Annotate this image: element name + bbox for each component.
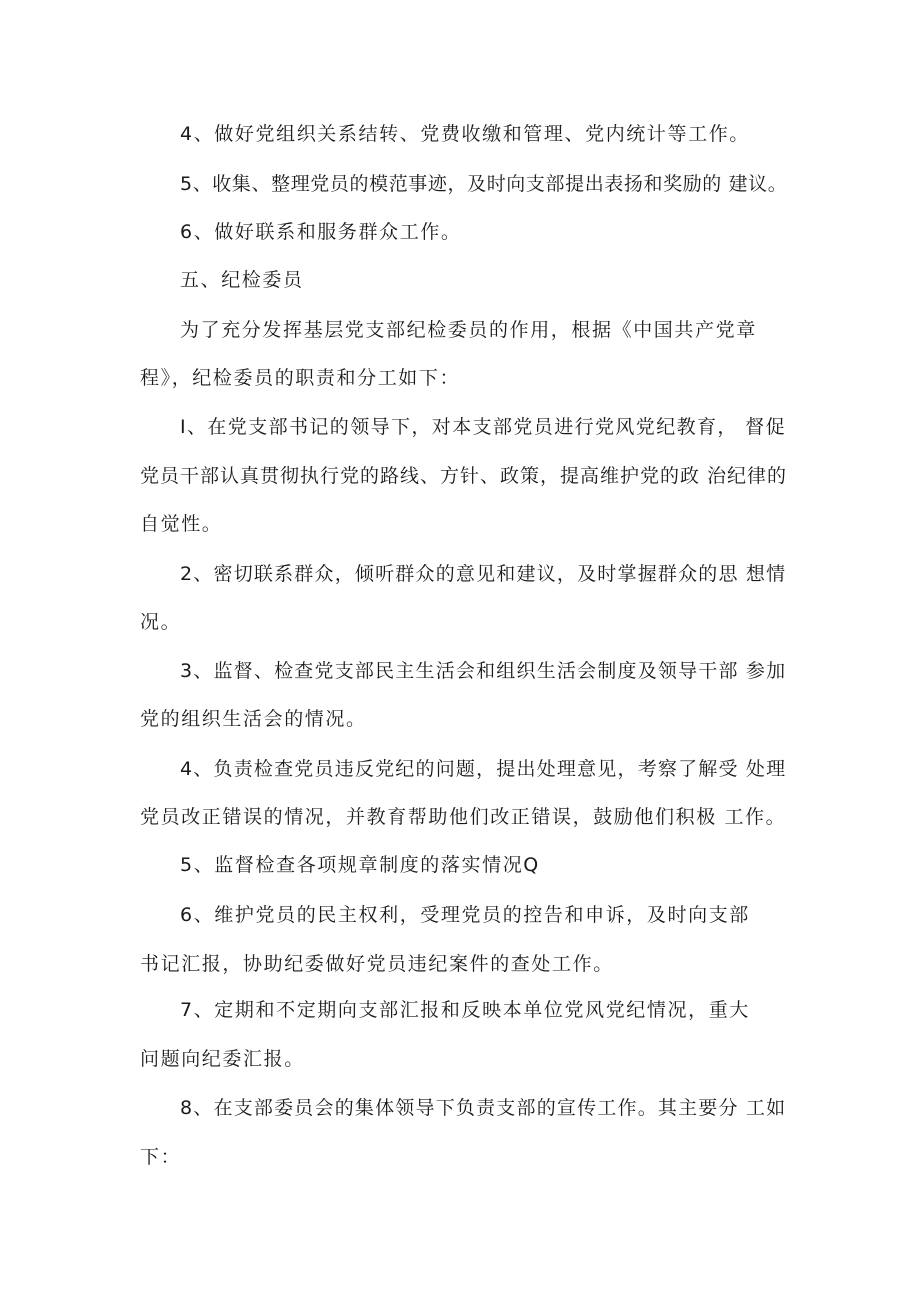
paragraph-duty-3-line-1: 3、监督、检查党支部民主生活会和组织生活会制度及领导干部 参加 <box>180 660 787 682</box>
paragraph-item-4-transfer: 4、做好党组织关系结转、党费收缴和管理、党内统计等工作。 <box>180 123 750 145</box>
paragraph-duty-4-line-2: 党员改正错误的情况，并教育帮助他们改正错误，鼓励他们积极 工作。 <box>140 806 787 828</box>
paragraph-duty-1-line-3: 自觉性。 <box>140 513 223 535</box>
paragraph-duty-8-line-2: 下： <box>140 1146 182 1168</box>
paragraph-duty-2-line-1: 2、密切联系群众，倾听群众的意见和建议，及时掌握群众的思 想情 <box>180 563 787 585</box>
paragraph-duty-1-line-2: 党员干部认真贯彻执行党的路线、方针、政策，提高维护党的政 治纪律的 <box>140 465 788 487</box>
paragraph-duty-8-line-1: 8、在支部委员会的集体领导下负责支部的宣传工作。其主要分 工如 <box>180 1097 787 1119</box>
paragraph-item-6-service: 6、做好联系和服务群众工作。 <box>180 221 462 243</box>
paragraph-duty-1-line-1: I、在党支部书记的领导下，对本支部党员进行党风党纪教育， 督促 <box>180 416 787 438</box>
paragraph-duty-3-line-2: 党的组织生活会的情况。 <box>140 708 367 730</box>
paragraph-intro-line-1: 为了充分发挥基层党支部纪检委员的作用，根据《中国共产党章 <box>180 319 757 341</box>
paragraph-duty-7-line-2: 问题向纪委汇报。 <box>140 1048 305 1070</box>
paragraph-duty-5: 5、监督检查各项规章制度的落实情况Q <box>180 854 540 876</box>
paragraph-duty-7-line-1: 7、定期和不定期向支部汇报和反映本单位党风党纪情况，重大 <box>180 999 750 1021</box>
paragraph-duty-6-line-1: 6、维护党员的民主权利，受理党员的控告和申诉，及时向支部 <box>180 904 750 926</box>
paragraph-duty-2-line-2: 况。 <box>140 611 182 633</box>
paragraph-item-5-collect: 5、收集、整理党员的模范事迹，及时向支部提出表扬和奖励的 建议。 <box>180 173 788 195</box>
section-heading-discipline-member: 五、纪检委员 <box>180 269 304 291</box>
paragraph-duty-4-line-1: 4、负责检查党员违反党纪的问题，提出处理意见，考察了解受 处理 <box>180 758 787 780</box>
paragraph-intro-line-2: 程》，纪检委员的职责和分工如下： <box>140 367 461 389</box>
paragraph-duty-6-line-2: 书记汇报，协助纪委做好党员违纪案件的查处工作。 <box>140 953 614 975</box>
